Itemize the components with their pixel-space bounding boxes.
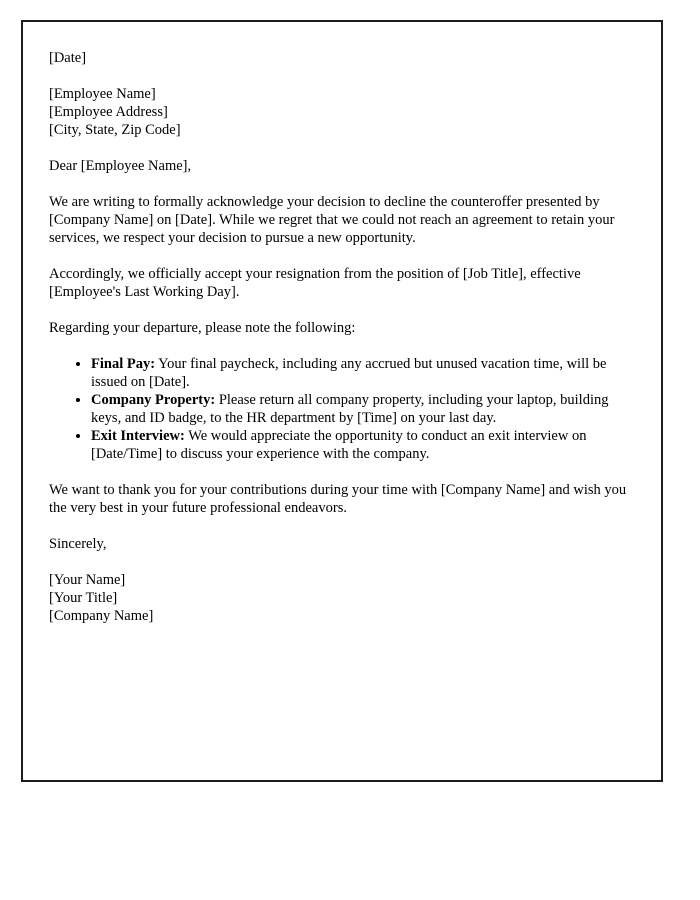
paragraph-thanks: We want to thank you for your contributions during your time with [Company Name] and wish you the very best in your future professional endeavors. [49, 482, 627, 516]
recipient-block [49, 85, 635, 139]
recipient-address-line: [Employee Address] [49, 104, 168, 120]
exit-interview-text: We would appreciate the opportunity to conduct an exit interview on [Date/Time] to discuss your experience with the company. [91, 428, 587, 462]
list-item-final-pay [91, 355, 635, 391]
date-line: [Date] [49, 50, 87, 66]
final-pay-label: Final Pay: [91, 356, 156, 372]
paragraph-acknowledge-decline: We are writing to formally acknowledge your decision to decline the counteroffer presented by [Company Name] on [Date]. While we regret that we could not reach an agreement to retain your services, we respect your decision to pursue a new opportunity. [49, 194, 615, 246]
signature-block [49, 571, 635, 625]
signature-company-line: [Company Name] [49, 608, 154, 624]
final-pay-text: Your final paycheck, including any accrued but unused vacation time, will be issued on [Date]. [91, 356, 607, 390]
closing: Sincerely, [49, 536, 107, 552]
exit-interview-label: Exit Interview: [91, 428, 185, 444]
paragraph-departure-intro: Regarding your departure, please note the following: [49, 320, 356, 336]
company-property-label: Company Property: [91, 392, 216, 408]
company-property-text: Please return all company property, including your laptop, building keys, and ID badge, to the HR department by [Time] on your last day. [91, 392, 609, 426]
letter-page [21, 20, 663, 782]
list-item-exit-interview [91, 427, 635, 463]
salutation: Dear [Employee Name], [49, 158, 192, 174]
signature-title-line: [Your Title] [49, 590, 118, 606]
departure-list [49, 355, 635, 463]
signature-name-line: [Your Name] [49, 572, 126, 588]
list-item-company-property [91, 391, 635, 427]
paragraph-resignation-acceptance: Accordingly, we officially accept your resignation from the position of [Job Title], effective [Employee's Last Working Day]. [49, 266, 581, 300]
recipient-name-line: [Employee Name] [49, 86, 156, 102]
recipient-city-state-zip-line: [City, State, Zip Code] [49, 122, 181, 138]
